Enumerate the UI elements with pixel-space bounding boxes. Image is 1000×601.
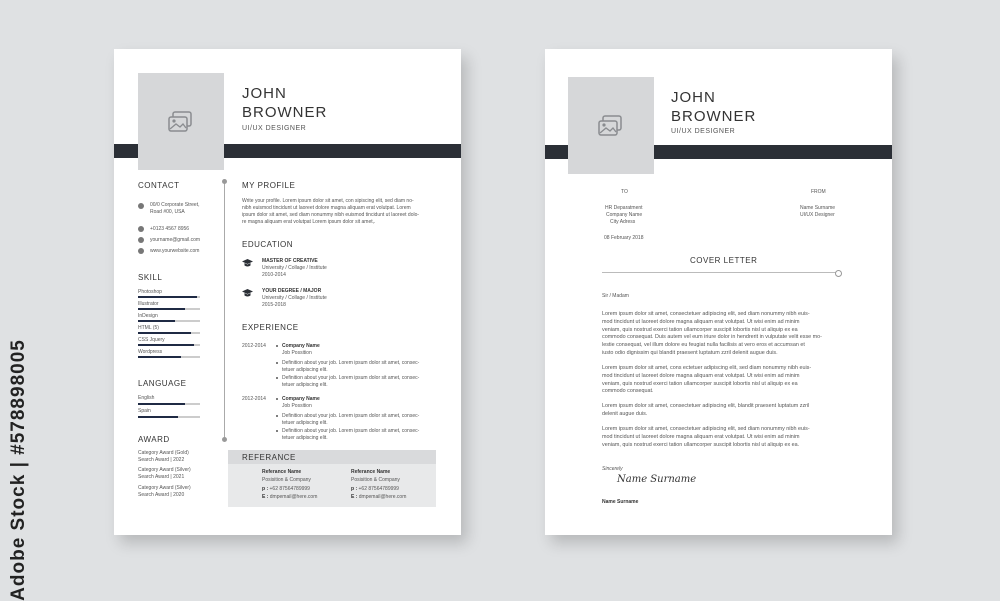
letter-line: veniam, quis nostrud exerci tation ullamcorper suscipit lobortis nisl ut aliquip ex ea <box>602 326 798 333</box>
experience-heading: EXPERIENCE <box>242 323 299 332</box>
phone-icon <box>138 226 144 232</box>
resume-title: UI/UX DESIGNER <box>242 125 307 132</box>
bullet <box>276 362 278 364</box>
skill-bar-fill <box>138 320 175 322</box>
to-line: HR Deparatment <box>605 205 643 211</box>
divider-dot <box>222 437 227 442</box>
to-label: TO <box>621 189 628 195</box>
skill-bar-track <box>138 308 200 310</box>
profile-photo-placeholder <box>138 73 224 170</box>
education-heading: EDUCATION <box>242 240 294 249</box>
letter-line: mod tincidunt ut laoreet dolore magna aliquam erat volutpat. Ut wisi enim ad minim <box>602 433 800 440</box>
education-years: 2010-2014 <box>262 272 286 278</box>
skill-bar-fill <box>138 356 181 358</box>
from-label: FROM <box>811 189 826 195</box>
award-item: Search Award | 2022 <box>138 457 185 463</box>
address-line2: Road #00, USA <box>150 209 185 215</box>
experience-years: 2012-2014 <box>242 343 266 349</box>
language-bar-fill <box>138 403 185 405</box>
reference-name: Referance Name <box>262 469 302 475</box>
education-degree: YOUR DEGREE / MAJOR <box>262 288 322 294</box>
globe-icon <box>138 248 144 254</box>
to-line: Company Name <box>606 212 643 218</box>
contact-website: www.yourwebsite.com <box>150 248 200 254</box>
letter-line: veniam, quis nostrud exerci tation ullamcorper suscipit lobortis nisl ut aliquip ex ea <box>602 380 798 387</box>
letter-line: iusto odio dignissim qui blandit praesent luptatum zzril delenit augue duis. <box>602 350 778 356</box>
skill-bar-track <box>138 320 200 322</box>
address-line1: 00/0 Corporate Street, <box>150 202 200 208</box>
reference-phone: p : +62 87564789999 <box>262 486 310 492</box>
reference-phone: p : +62 87564789999 <box>351 486 399 492</box>
graduation-cap-icon <box>242 289 253 297</box>
letter-line: Lorem ipsum dolor sit amet, cons ectetuer adipiscing elit, sed diam nonummy nibh euis- <box>602 365 812 371</box>
award-item: Search Award | 2021 <box>138 474 185 480</box>
from-line: Name Surname <box>800 205 836 211</box>
experience-detail: Definition about your job. Lorem ipsum dolor sit amet, consec- <box>282 413 420 419</box>
sign-name: Name Surname <box>602 499 639 505</box>
skill-bar-fill <box>138 332 191 334</box>
experience-company: Company Name <box>282 343 320 349</box>
experience-years: 2012-2014 <box>242 396 266 402</box>
resume-page <box>114 49 461 535</box>
profile-text: re magna aliquam erat volutpat Lorem ipsum dolor sit amet,. <box>242 219 376 225</box>
bullet <box>276 345 278 347</box>
skill-bar-track <box>138 344 200 346</box>
experience-detail: tetuer adipiscing elit. <box>282 382 328 388</box>
experience-detail: tetuer adipiscing elit. <box>282 435 328 441</box>
image-placeholder-icon <box>167 110 195 134</box>
resume-first-name: JOHN <box>242 85 287 102</box>
skill-label: CSS Jquery <box>138 337 165 343</box>
reference-heading: REFERANCE <box>242 453 296 462</box>
profile-text: Write your profile. Lorem ipsum dolor sit amet, con sipiscing elit, sed diam no- <box>242 198 414 204</box>
to-line: City Adress <box>610 219 636 225</box>
award-item: Category Award (Silver) <box>138 467 191 473</box>
experience-detail: tetuer adipiscing elit. <box>282 367 328 373</box>
education-years: 2015-2018 <box>262 302 286 308</box>
resume-last-name: BROWNER <box>242 104 328 121</box>
cover-first-name: JOHN <box>671 89 716 106</box>
signature: Name Surname <box>617 474 697 485</box>
award-heading: AWARD <box>138 435 170 444</box>
education-school: University / Collage / Institute <box>262 295 327 301</box>
skill-label: HTML (5) <box>138 325 159 331</box>
skill-bar-fill <box>138 308 185 310</box>
contact-email: yourname@gmail.com <box>150 237 201 243</box>
contact-phone: +0123 4567 8956 <box>150 226 190 232</box>
bullet <box>276 430 278 432</box>
profile-photo-placeholder <box>568 77 654 174</box>
experience-position: Job Possition <box>282 350 312 356</box>
skill-heading: SKILL <box>138 273 163 282</box>
language-bar-fill <box>138 416 178 418</box>
award-item: Search Award | 2020 <box>138 492 185 498</box>
skill-bar-fill <box>138 344 194 346</box>
reference-email: E : dmpemail@here.com <box>351 494 407 500</box>
bullet <box>276 377 278 379</box>
from-line: UI/UX Designer <box>800 212 835 218</box>
experience-detail: Definition about your job. Lorem ipsum dolor sit amet, consec- <box>282 375 420 381</box>
cover-letter-page <box>545 49 892 535</box>
cover-letter-heading: COVER LETTER <box>690 256 758 265</box>
bullet <box>276 398 278 400</box>
skill-bar-fill <box>138 296 197 298</box>
award-item: Category Award (Silver) <box>138 485 191 491</box>
skill-label: Photoshop <box>138 289 162 295</box>
salutation: Sir / Madam <box>602 293 629 299</box>
letter-line: commodo consequat. <box>602 388 654 395</box>
cover-title: UI/UX DESIGNER <box>671 128 736 135</box>
location-icon <box>138 203 144 209</box>
reference-position: Posisition & Company <box>351 477 400 483</box>
closing: Sincerely <box>602 466 623 472</box>
letter-line: Lorem ipsum dolor sit amet, consectetuer adipiscing elit, sed diam nonummy nibh euis- <box>602 311 810 317</box>
image-placeholder-icon <box>597 114 625 138</box>
profile-heading: MY PROFILE <box>242 181 296 190</box>
experience-position: Job Possition <box>282 403 312 409</box>
heading-rule <box>602 272 838 273</box>
letter-date: 08 February 2018 <box>604 235 644 241</box>
skill-label: InDesign <box>138 313 158 319</box>
language-heading: LANGUAGE <box>138 379 187 388</box>
reference-name: Referance Name <box>351 469 391 475</box>
bullet <box>276 415 278 417</box>
profile-text: nibh euismod tincidunt ut laoreet dolore magna aliquam erat volutpat. Lorem <box>242 205 411 211</box>
graduation-cap-icon <box>242 259 253 267</box>
letter-line: Lorem ipsum dolor sit amet, consectetuer adipiscing elit, sed diam nonummy nibh euis- <box>602 426 810 432</box>
language-bar-track <box>138 403 200 405</box>
letter-line: commodo consequat. Duis autem vel eum iriure dolor in hendrerit in vulputate velit esse mo- <box>602 334 822 341</box>
reference-email: E : dmpemail@here.com <box>262 494 318 500</box>
reference-position: Posisition & Company <box>262 477 311 483</box>
experience-detail: Definition about your job. Lorem ipsum dolor sit amet, consec- <box>282 428 420 434</box>
letter-line: veniam, quis nostrud exerci tation ullamcorper suscipit lobortis nisl ut aliquip ex ea. <box>602 441 800 448</box>
cover-last-name: BROWNER <box>671 108 757 125</box>
letter-line: delenit augue duis. <box>602 410 648 417</box>
education-school: University / Collage / Institute <box>262 265 327 271</box>
language-bar-track <box>138 416 200 418</box>
letter-line: mod tincidunt ut laoreet dolore magna aliquam erat volutpat. Ut wisi enim ad minim <box>602 318 800 325</box>
letter-line: Lorem ipsum dolor sit amet, consectetuer adipiscing elit, blandit praesent luptatum zzril <box>602 403 810 409</box>
language-label: English <box>138 395 155 401</box>
education-degree: MASTER OF CREATIVE <box>262 258 318 264</box>
skill-bar-track <box>138 356 200 358</box>
language-label: Spain <box>138 408 151 414</box>
experience-detail: Definition about your job. Lorem ipsum dolor sit amet, consec- <box>282 360 420 366</box>
profile-text: ipsum dolor sit amet, sed diam nonummy nibh euismod tincidunt ut laoreet dolo- <box>242 212 420 218</box>
skill-label: Illustrator <box>138 301 159 307</box>
contact-heading: CONTACT <box>138 181 180 190</box>
divider-dot <box>222 179 227 184</box>
skill-bar-track <box>138 332 200 334</box>
award-item: Category Award (Gold) <box>138 450 189 456</box>
email-icon <box>138 237 144 243</box>
skill-label: Wordpress <box>138 349 163 355</box>
experience-company: Company Name <box>282 396 320 402</box>
experience-detail: tetuer adipiscing elit. <box>282 420 328 426</box>
column-divider <box>224 181 225 439</box>
skill-bar-track <box>138 296 200 298</box>
letter-line: mod tincidunt ut laoreet dolore magna aliquam erat volutpat. Ut wisi enim ad minim <box>602 372 800 379</box>
stock-id-text: Adobe Stock | #578898005 <box>8 339 29 601</box>
rule-dot <box>835 270 842 277</box>
letter-line: lestie consequat, vel illum dolore eu feugiat nulla facilisis at vero eros et accumsan et <box>602 342 805 349</box>
